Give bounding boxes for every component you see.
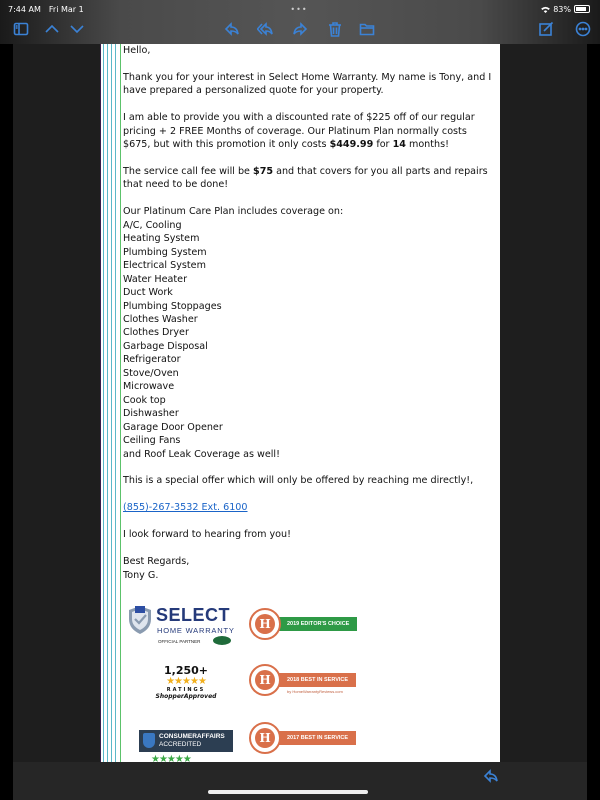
trash-icon[interactable] [326, 20, 344, 38]
signature: Tony G. [123, 569, 159, 581]
fee-paragraph [123, 165, 494, 192]
offer-months: 14 [392, 139, 406, 151]
message-text [123, 44, 494, 595]
battery-fill [576, 7, 586, 11]
mail-toolbar [0, 18, 600, 42]
coverage-item: Clothes Washer [123, 314, 198, 325]
phone-link[interactable]: (855)-267-3532 Ext. 6100 [123, 502, 248, 514]
quote-bar [115, 44, 116, 762]
top-bar [0, 0, 600, 44]
right-margin-panel [499, 44, 587, 762]
hw-seal-icon [249, 664, 281, 696]
consumer-affairs-subtitle: ACCREDITED [159, 741, 202, 748]
coverage-item: A/C, Cooling [123, 219, 182, 231]
editors-choice-ribbon: 2019 EDITOR'S CHOICE [279, 617, 357, 631]
fee-amount: $75 [253, 166, 274, 178]
coverage-item: Clothes Dryer [123, 327, 189, 339]
consumer-affairs-badge[interactable] [139, 730, 233, 752]
status-time: 7:44 AM [8, 4, 41, 14]
coverage-item: Water Heater [123, 273, 188, 285]
consumer-affairs-stars: ★★★★★ [151, 754, 191, 762]
folder-icon[interactable] [358, 20, 376, 38]
logo-title: SELECT [156, 605, 231, 625]
hw-seal-icon [249, 608, 281, 640]
ratings-stars: ★★★★★ [166, 676, 206, 687]
phone-paragraph [123, 501, 494, 514]
best-2018-ribbon: 2018 BEST IN SERVICE [279, 673, 356, 687]
quote-bars [101, 44, 121, 762]
coverage-item: Garage Door Opener [123, 421, 223, 433]
logo-subtitle: HOME WARRANTY [157, 626, 235, 635]
coverage-item: Refrigerator [123, 354, 181, 366]
coverage-item: Duct Work [123, 287, 173, 299]
shopper-approved-badge[interactable] [141, 664, 231, 714]
coverage-item: Microwave [123, 381, 175, 393]
home-indicator[interactable] [208, 790, 368, 794]
coverage-item: Cook top [123, 394, 166, 406]
logo-partner: OFFICIAL PARTNER [158, 639, 201, 644]
hw-seal-letter: H [255, 728, 275, 748]
coverage-item: Stove/Oven [123, 367, 179, 379]
jets-logo-icon [213, 636, 231, 645]
coverage-item: Dishwasher [123, 408, 179, 420]
status-bar [8, 3, 590, 15]
hw-seal-letter: H [255, 614, 275, 634]
wifi-icon [541, 6, 550, 13]
editors-choice-badge[interactable] [249, 608, 369, 644]
hw-seal-icon [249, 722, 281, 754]
coverage-item: Heating System [123, 233, 200, 245]
coverage-heading: Our Platinum Care Plan includes coverage on: [123, 206, 344, 218]
coverage-item: Plumbing System [123, 246, 207, 258]
coverage-list [123, 219, 494, 461]
multitask-dots[interactable]: ••• [290, 4, 308, 14]
fee-text: and that covers for you all parts and repairs that need to be done! [123, 166, 488, 191]
fee-text: The service call fee will be [123, 166, 254, 178]
best-in-service-2018-badge[interactable] [249, 664, 369, 700]
coverage-item: Ceiling Fans [123, 435, 181, 447]
chevron-up-icon[interactable] [43, 20, 61, 38]
quote-bar [107, 44, 108, 762]
coverage-item: Garbage Disposal [123, 340, 208, 352]
coverage-item: Electrical System [123, 260, 206, 272]
best-2018-source: by HomeWarrantyReviews.com [287, 689, 343, 694]
status-date: Fri Mar 1 [48, 4, 84, 14]
email-body[interactable] [100, 44, 500, 762]
compose-icon[interactable] [537, 20, 555, 38]
offer-text: for [373, 139, 393, 151]
best-in-service-2017-badge[interactable] [249, 722, 369, 758]
badges-area [123, 600, 373, 762]
shield-logo-icon [128, 605, 152, 635]
ratings-label: RATINGS [166, 687, 206, 693]
quote-bar [103, 44, 104, 762]
quote-bar [120, 44, 121, 762]
reply-icon[interactable] [223, 20, 241, 38]
hw-seal-letter: H [255, 670, 275, 690]
offer-text: months! [405, 139, 449, 151]
best-2017-ribbon: 2017 BEST IN SERVICE [279, 731, 356, 745]
closing: I look forward to hearing from you! [123, 529, 291, 541]
ratings-count: 1,250+ [163, 664, 208, 677]
sign-off: Best Regards, [123, 556, 190, 568]
coverage-item: Plumbing Stoppages [123, 300, 222, 312]
intro-paragraph: Thank you for your interest in Select Home Warranty. My name is Tony, and I have prepared a personalized quote for your property. [123, 71, 492, 97]
quote-bar [111, 44, 112, 762]
battery-percent: 83% [553, 4, 571, 14]
chevron-down-icon[interactable] [68, 20, 86, 38]
battery-icon [574, 5, 590, 13]
reply-icon[interactable] [483, 768, 499, 784]
left-margin-panel [13, 44, 101, 762]
more-icon[interactable] [574, 20, 592, 38]
greeting: Hello, [123, 45, 151, 56]
select-home-warranty-logo[interactable] [128, 605, 238, 653]
ratings-source: ShopperApproved [155, 693, 217, 700]
offer-price: $449.99 [329, 139, 374, 151]
consumer-affairs-shield-icon [143, 733, 155, 748]
coverage-item: and Roof Leak Coverage as well! [123, 448, 280, 460]
bottom-bar [13, 762, 587, 800]
sidebar-toggle-icon[interactable] [12, 20, 30, 38]
consumer-affairs-title: CONSUMERAFFAIRS [159, 733, 225, 740]
offer-text: I am able to provide you with a discounted rate of $225 off of our regular pricing + 2 FREE Months of coverage. Our Platinum Plan normally costs $675, but with this promotion it only costs [123, 112, 475, 151]
special-offer: This is a special offer which will only be offered by reaching me directly!, [123, 475, 474, 487]
forward-icon[interactable] [291, 20, 309, 38]
offer-paragraph [123, 111, 494, 151]
reply-all-icon[interactable] [256, 20, 274, 38]
